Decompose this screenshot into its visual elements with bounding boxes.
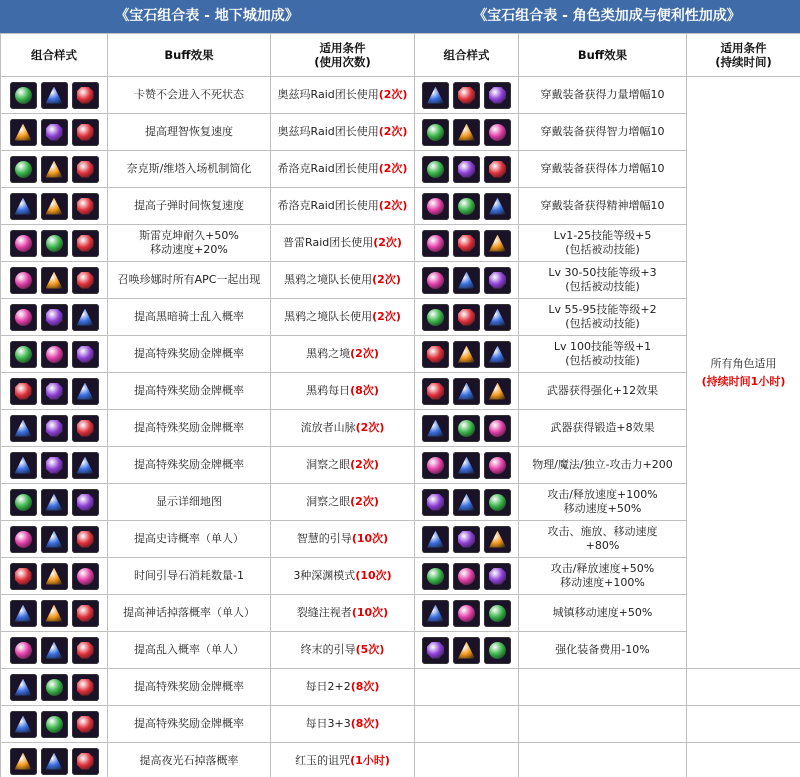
gem-blue-icon	[41, 489, 68, 516]
buff-effect-cell: 提高理智恢复速度	[108, 114, 271, 151]
gem-blue-icon	[422, 526, 449, 553]
gem-green-icon	[422, 304, 449, 331]
buff-effect-cell: Lv1-25技能等级+5 (包括被动技能)	[519, 225, 687, 262]
gem-purple-icon	[484, 267, 511, 294]
table-row	[1, 558, 415, 595]
buff-effect-cell: 攻击/释放速度+50% 移动速度+100%	[519, 558, 687, 595]
buff-effect-cell: 穿戴装备获得精神增幅10	[519, 188, 687, 225]
usage-count: (5次)	[355, 643, 385, 656]
condition-text: 黑鸦之境队长使用	[284, 273, 373, 286]
gem-combo-cell	[1, 151, 108, 188]
buff-effect-cell: Lv 30-50技能等级+3 (包括被动技能)	[519, 262, 687, 299]
condition-cell	[271, 336, 415, 373]
buff-effect-cell: 提高特殊奖励金牌概率	[108, 410, 271, 447]
usage-count: (10次)	[355, 569, 392, 582]
buff-effect-cell: 提高夜光石掉落概率	[108, 743, 271, 777]
gem-green-icon	[484, 489, 511, 516]
condition-cell	[271, 521, 415, 558]
gem-blue-icon	[10, 452, 37, 479]
condition-text: 红玉的诅咒	[295, 754, 351, 767]
dungeon-bonus-title: 《宝石组合表 - 地下城加成》	[0, 0, 414, 33]
condition-text: 黑鸦之境	[306, 347, 351, 360]
condition-cell	[271, 484, 415, 521]
gem-red-icon	[72, 82, 99, 109]
gem-red-icon	[422, 378, 449, 405]
gem-blue-icon	[453, 378, 480, 405]
gem-combo-cell	[1, 373, 108, 410]
gem-purple-icon	[484, 82, 511, 109]
gem-blue-icon	[72, 304, 99, 331]
gem-blue-icon	[41, 637, 68, 664]
gem-orange-icon	[484, 378, 511, 405]
gem-combo-cell	[1, 706, 108, 743]
gem-pink-icon	[422, 452, 449, 479]
buff-effect-cell: 城镇移动速度+50%	[519, 595, 687, 632]
gem-combo-cell	[415, 262, 519, 299]
gem-combo-cell	[415, 410, 519, 447]
usage-count: (2次)	[373, 236, 402, 249]
gem-combo-cell	[415, 336, 519, 373]
gem-blue-icon	[453, 267, 480, 294]
gem-pink-icon	[10, 304, 37, 331]
gem-orange-icon	[41, 156, 68, 183]
buff-effect-cell: 穿戴装备获得智力增幅10	[519, 114, 687, 151]
gem-red-icon	[72, 267, 99, 294]
column-header-condition: 适用条件 (使用次数)	[271, 34, 415, 77]
buff-effect-cell: 攻击/释放速度+100% 移动速度+50%	[519, 484, 687, 521]
buff-effect-cell: 提高特殊奖励金牌概率	[108, 447, 271, 484]
gem-pink-icon	[10, 526, 37, 553]
gem-combo-cell	[1, 558, 108, 595]
condition-cell	[271, 188, 415, 225]
gem-green-icon	[453, 415, 480, 442]
empty-cell	[415, 743, 519, 777]
gem-green-icon	[422, 119, 449, 146]
usage-count: (2次)	[378, 199, 408, 212]
gem-combo-cell	[1, 77, 108, 114]
gem-red-icon	[72, 119, 99, 146]
condition-text: 智慧的引导	[296, 532, 352, 545]
gem-combo-cell	[415, 447, 519, 484]
gem-purple-icon	[484, 563, 511, 590]
gem-pink-icon	[453, 563, 480, 590]
gem-red-icon	[72, 674, 99, 701]
usage-count: (2次)	[378, 162, 408, 175]
gem-blue-icon	[484, 341, 511, 368]
condition-cell	[271, 299, 415, 336]
gem-blue-icon	[10, 600, 37, 627]
gem-blue-icon	[10, 415, 37, 442]
buff-effect-cell: Lv 100技能等级+1 (包括被动技能)	[519, 336, 687, 373]
condition-text: 奥兹玛Raid团长使用	[277, 125, 379, 138]
gem-combo-cell	[415, 484, 519, 521]
condition-cell	[271, 743, 415, 777]
gem-purple-icon	[72, 341, 99, 368]
buff-effect-cell: 提高特殊奖励金牌概率	[108, 373, 271, 410]
table-row	[1, 595, 415, 632]
buff-effect-cell: Lv 55-95技能等级+2 (包括被动技能)	[519, 299, 687, 336]
buff-effect-cell: 物理/魔法/独立-攻击力+200	[519, 447, 687, 484]
gem-blue-icon	[453, 452, 480, 479]
column-header-gem-combo: 组合样式	[1, 34, 108, 77]
gem-red-icon	[72, 415, 99, 442]
gem-blue-icon	[41, 82, 68, 109]
gem-red-icon	[10, 378, 37, 405]
condition-text: 黑鸦每日	[306, 384, 351, 397]
usage-count: (2次)	[378, 88, 408, 101]
gem-red-icon	[453, 304, 480, 331]
gem-blue-icon	[41, 526, 68, 553]
table-row	[1, 447, 415, 484]
condition-cell	[271, 595, 415, 632]
empty-cell	[415, 706, 519, 743]
usage-count: (2次)	[350, 347, 379, 360]
gem-combo-cell	[415, 595, 519, 632]
buff-effect-cell: 提高特殊奖励金牌概率	[108, 336, 271, 373]
empty-cell	[415, 669, 519, 706]
dungeon-bonus-table	[0, 33, 414, 777]
gem-green-icon	[41, 674, 68, 701]
gem-orange-icon	[484, 230, 511, 257]
empty-cell	[687, 669, 800, 706]
gem-blue-icon	[422, 82, 449, 109]
gem-purple-icon	[41, 415, 68, 442]
gem-combo-cell	[415, 558, 519, 595]
gem-blue-icon	[422, 600, 449, 627]
empty-row	[415, 706, 800, 743]
gem-pink-icon	[484, 415, 511, 442]
gem-blue-icon	[422, 415, 449, 442]
condition-text: 每日3+3	[305, 717, 351, 730]
gem-green-icon	[41, 711, 68, 738]
gem-green-icon	[484, 637, 511, 664]
gem-combo-cell	[1, 410, 108, 447]
gem-pink-icon	[72, 563, 99, 590]
table-row	[1, 373, 415, 410]
gem-red-icon	[72, 526, 99, 553]
buff-effect-cell: 攻击、施放、移动速度 +80%	[519, 521, 687, 558]
gem-red-icon	[453, 230, 480, 257]
usage-count: (2次)	[372, 273, 401, 286]
buff-effect-cell: 奈克斯/维塔入场机制简化	[108, 151, 271, 188]
usage-count: (1小时)	[350, 754, 390, 767]
condition-text: 希洛克Raid团长使用	[277, 199, 379, 212]
empty-cell	[687, 706, 800, 743]
gem-purple-icon	[41, 452, 68, 479]
usage-count: (10次)	[351, 532, 389, 545]
empty-cell	[519, 669, 687, 706]
gem-combo-cell	[1, 669, 108, 706]
gem-orange-icon	[41, 563, 68, 590]
gem-pink-icon	[422, 230, 449, 257]
gem-combo-cell	[1, 114, 108, 151]
condition-cell	[271, 77, 415, 114]
gem-pink-icon	[422, 267, 449, 294]
buff-effect-cell: 提高特殊奖励金牌概率	[108, 669, 271, 706]
buff-effect-cell: 召唤珍娜时所有APC一起出现	[108, 262, 271, 299]
column-header-buff-effect: Buff效果	[519, 34, 687, 77]
gem-green-icon	[10, 489, 37, 516]
gem-combo-cell	[1, 521, 108, 558]
condition-cell	[271, 151, 415, 188]
gem-combo-cell	[415, 521, 519, 558]
table-row	[1, 336, 415, 373]
gem-orange-icon	[41, 193, 68, 220]
gem-purple-icon	[453, 156, 480, 183]
gem-red-icon	[453, 82, 480, 109]
buff-effect-cell: 提高史诗概率（单人）	[108, 521, 271, 558]
gem-orange-icon	[453, 341, 480, 368]
gem-red-icon	[10, 563, 37, 590]
condition-text: 普雷Raid团长使用	[283, 236, 374, 249]
gem-combo-cell	[415, 299, 519, 336]
gem-blue-icon	[10, 674, 37, 701]
buff-effect-cell: 武器获得强化+12效果	[519, 373, 687, 410]
gem-combo-cell	[415, 632, 519, 669]
gem-combo-cell	[1, 447, 108, 484]
gem-red-icon	[422, 341, 449, 368]
applicable-condition-merged-cell	[687, 77, 800, 669]
condition-cell	[271, 706, 415, 743]
gem-pink-icon	[10, 230, 37, 257]
gem-purple-icon	[72, 489, 99, 516]
buff-effect-cell: 显示详细地图	[108, 484, 271, 521]
condition-text: 洞察之眼	[306, 495, 351, 508]
condition-cell	[271, 114, 415, 151]
condition-cell	[271, 669, 415, 706]
usage-count: (2次)	[378, 125, 408, 138]
applicable-all-characters: 所有角色适用	[710, 356, 777, 370]
usage-count: (2次)	[350, 458, 379, 471]
column-header-gem-combo: 组合样式	[415, 34, 519, 77]
duration-label: (持续时间1小时)	[701, 374, 786, 388]
table-row	[1, 77, 415, 114]
gem-combo-cell	[415, 373, 519, 410]
empty-cell	[687, 743, 800, 777]
condition-text: 希洛克Raid团长使用	[277, 162, 379, 175]
gem-blue-icon	[41, 748, 68, 775]
gem-red-icon	[72, 637, 99, 664]
gem-green-icon	[484, 600, 511, 627]
gem-red-icon	[72, 193, 99, 220]
gem-combo-cell	[415, 188, 519, 225]
condition-cell	[271, 373, 415, 410]
gem-combo-cell	[415, 151, 519, 188]
buff-effect-cell: 斯雷克坤耐久+50% 移动速度+20%	[108, 225, 271, 262]
gem-combo-cell	[1, 484, 108, 521]
empty-cell	[519, 743, 687, 777]
condition-cell	[271, 632, 415, 669]
usage-count: (2次)	[350, 495, 379, 508]
gem-blue-icon	[72, 452, 99, 479]
gem-purple-icon	[422, 637, 449, 664]
gem-purple-icon	[422, 489, 449, 516]
usage-count: (2次)	[355, 421, 385, 434]
gem-pink-icon	[10, 637, 37, 664]
table-row	[1, 521, 415, 558]
gem-purple-icon	[41, 378, 68, 405]
gem-combo-cell	[1, 299, 108, 336]
buff-effect-cell: 穿戴装备获得体力增幅10	[519, 151, 687, 188]
column-header-buff-effect: Buff效果	[108, 34, 271, 77]
character-bonus-table	[414, 33, 800, 777]
gem-red-icon	[72, 230, 99, 257]
gem-pink-icon	[41, 341, 68, 368]
gem-blue-icon	[484, 304, 511, 331]
gem-pink-icon	[422, 193, 449, 220]
gem-pink-icon	[453, 600, 480, 627]
usage-count: (8次)	[350, 680, 380, 693]
empty-row	[415, 669, 800, 706]
gem-orange-icon	[41, 600, 68, 627]
gem-pink-icon	[484, 119, 511, 146]
gem-orange-icon	[41, 267, 68, 294]
column-header-duration: 适用条件 (持续时间)	[687, 34, 800, 77]
table-row	[1, 743, 415, 777]
gem-combo-cell	[1, 632, 108, 669]
buff-effect-cell: 提高特殊奖励金牌概率	[108, 706, 271, 743]
condition-text: 裂缝注视者	[296, 606, 352, 619]
gem-orange-icon	[10, 748, 37, 775]
table-row	[1, 262, 415, 299]
character-bonus-panel	[414, 0, 800, 777]
buff-effect-cell: 穿戴装备获得力量增幅10	[519, 77, 687, 114]
table-row	[1, 114, 415, 151]
usage-count: (8次)	[350, 384, 379, 397]
buff-effect-cell: 提高神话掉落概率（单人）	[108, 595, 271, 632]
gem-red-icon	[72, 711, 99, 738]
buff-effect-cell: 时间引导石消耗数量-1	[108, 558, 271, 595]
table-row	[1, 484, 415, 521]
buff-effect-cell: 武器获得锻造+8效果	[519, 410, 687, 447]
condition-text: 终末的引导	[300, 643, 356, 656]
gem-combo-cell	[1, 743, 108, 777]
gem-orange-icon	[10, 119, 37, 146]
condition-text: 奥兹玛Raid团长使用	[277, 88, 379, 101]
table-row	[1, 225, 415, 262]
usage-count: (10次)	[351, 606, 389, 619]
gem-combo-cell	[1, 188, 108, 225]
gem-green-icon	[422, 156, 449, 183]
buff-effect-cell: 卡赞不会进入不死状态	[108, 77, 271, 114]
table-row	[415, 77, 800, 114]
buff-effect-cell: 提高乱入概率（单人）	[108, 632, 271, 669]
usage-count: (2次)	[372, 310, 401, 323]
gem-blue-icon	[72, 378, 99, 405]
gem-pink-icon	[484, 452, 511, 479]
condition-text: 每日2+2	[305, 680, 351, 693]
buff-effect-cell: 强化装备费用-10%	[519, 632, 687, 669]
condition-cell	[271, 558, 415, 595]
condition-cell	[271, 447, 415, 484]
table-row	[1, 188, 415, 225]
gem-combo-cell	[1, 595, 108, 632]
gem-combo-cell	[1, 262, 108, 299]
condition-cell	[271, 225, 415, 262]
gem-green-icon	[453, 193, 480, 220]
gem-combo-cell	[415, 225, 519, 262]
empty-row	[415, 743, 800, 777]
gem-red-icon	[72, 748, 99, 775]
gem-green-icon	[422, 563, 449, 590]
gem-purple-icon	[41, 119, 68, 146]
gem-red-icon	[72, 156, 99, 183]
gem-orange-icon	[453, 119, 480, 146]
table-row	[1, 669, 415, 706]
table-row	[1, 299, 415, 336]
empty-cell	[519, 706, 687, 743]
condition-cell	[271, 262, 415, 299]
table-row	[1, 632, 415, 669]
condition-text: 3种深渊模式	[293, 569, 356, 582]
gem-combo-cell	[1, 336, 108, 373]
gem-combo-cell	[415, 77, 519, 114]
buff-effect-cell: 提高子弹时间恢复速度	[108, 188, 271, 225]
condition-text: 洞察之眼	[306, 458, 351, 471]
condition-cell	[271, 410, 415, 447]
condition-text: 黑鸦之境队长使用	[284, 310, 373, 323]
gem-blue-icon	[10, 193, 37, 220]
gem-blue-icon	[484, 193, 511, 220]
gem-green-icon	[10, 341, 37, 368]
usage-count: (8次)	[350, 717, 380, 730]
table-row	[1, 410, 415, 447]
gem-combo-cell	[1, 225, 108, 262]
gem-purple-icon	[453, 526, 480, 553]
gem-blue-icon	[453, 489, 480, 516]
gem-orange-icon	[484, 526, 511, 553]
condition-text: 流放者山脉	[300, 421, 356, 434]
gem-pink-icon	[10, 267, 37, 294]
gem-green-icon	[10, 82, 37, 109]
gem-combo-cell	[415, 114, 519, 151]
gem-green-icon	[10, 156, 37, 183]
character-bonus-title: 《宝石组合表 - 角色类加成与便利性加成》	[414, 0, 800, 33]
table-row	[1, 151, 415, 188]
buff-effect-cell: 提高黑暗骑士乱入概率	[108, 299, 271, 336]
gem-red-icon	[72, 600, 99, 627]
gem-green-icon	[41, 230, 68, 257]
gem-red-icon	[484, 156, 511, 183]
gem-orange-icon	[453, 637, 480, 664]
gem-blue-icon	[10, 711, 37, 738]
table-row	[1, 706, 415, 743]
gem-purple-icon	[41, 304, 68, 331]
